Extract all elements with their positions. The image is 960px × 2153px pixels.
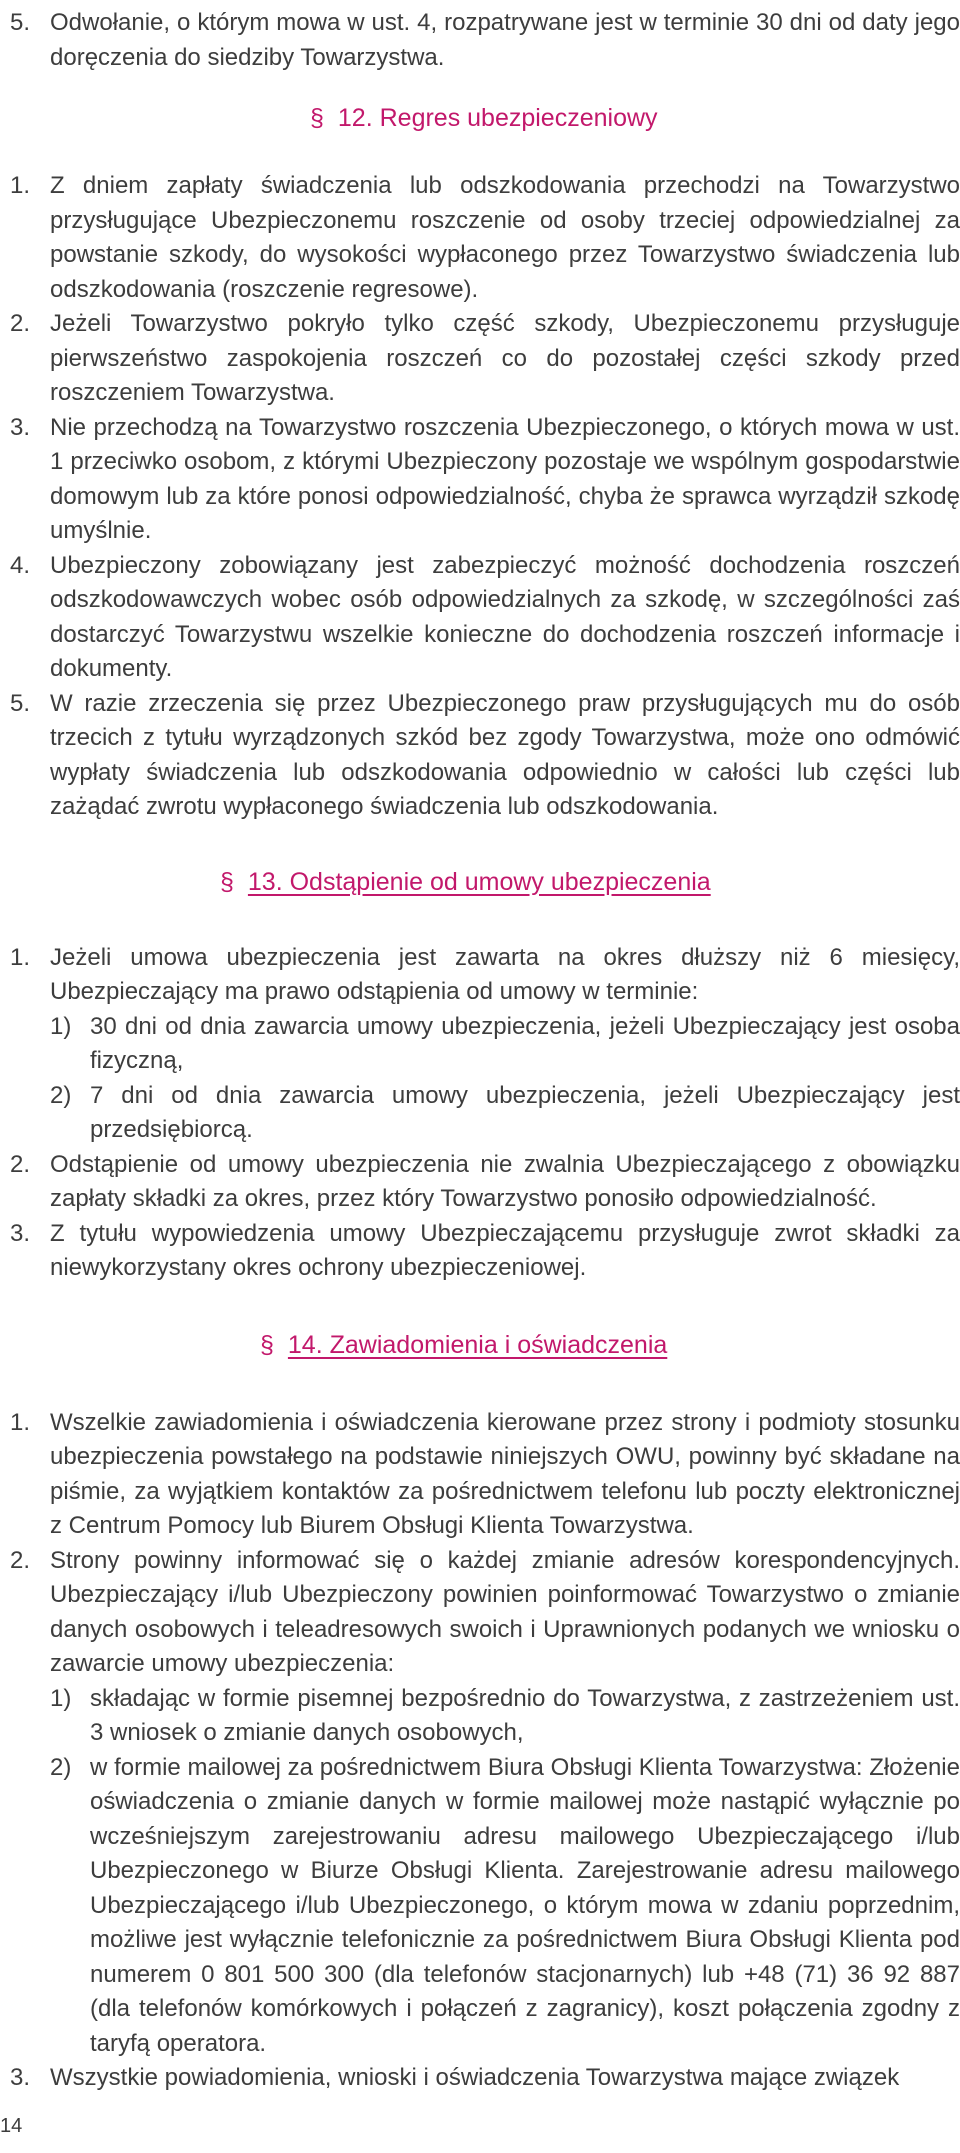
item-text: Strony powinny informować się o każdej zmianie adresów korespondencyjnych. Ubezpieczający i/lub Ubezpieczony powinien poinformować Towarzystwo o zmianie danych osobowych i teleadresowych swoich i Uprawnionych podanych we wniosku o zawarcie umowy ubezpieczenia: xyxy=(50,1546,960,1677)
section-symbol: § xyxy=(220,867,234,896)
sub-item-number: 1) xyxy=(50,1012,72,1040)
item-text: Nie przechodzą na Towarzystwo roszczenia Ubezpieczonego, o których mowa w ust. 1 przeciwko osobom, z którymi Ubezpieczony pozostaje we wspólnym gospodarstwie domowym lub za które ponosi odpowiedzialność, chyba że sprawca wyrządził szkodę umyślnie. xyxy=(50,413,960,544)
document-body xyxy=(10,6,960,2096)
sub-item-text: 7 dni od dnia zawarcia umowy ubezpieczenia, jeżeli Ubezpieczający jest przedsiębiorcą. xyxy=(90,1081,960,1143)
item-text: Wszelkie zawiadomienia i oświadczenia kierowane przez strony i podmioty stosunku ubezpieczenia powstałego na podstawie niniejszych OWU, powinny być składane na piśmie, za wyjątkiem kontaktów za pośrednictwem telefonu lub poczty elektronicznej z Centrum Pomocy lub Biurem Obsługi Klienta Towarzystwa. xyxy=(50,1408,960,1539)
list-item xyxy=(10,6,960,75)
list-item xyxy=(10,1406,960,1544)
item-number: 4. xyxy=(10,551,31,579)
item-number: 5. xyxy=(10,689,31,717)
list-item xyxy=(10,2061,960,2096)
item-number: 1. xyxy=(10,1408,31,1436)
item-number: 1. xyxy=(10,943,31,971)
item-content xyxy=(50,941,960,1148)
section-heading-12 xyxy=(10,101,960,135)
item-number: 3. xyxy=(10,413,31,441)
item-text: Z tytułu wypowiedzenia umowy Ubezpieczającemu przysługuje zwrot składki za niewykorzystany okres ochrony ubezpieczeniowej. xyxy=(50,1219,960,1281)
item-number: 2. xyxy=(10,1546,31,1574)
list-item xyxy=(10,1544,960,2062)
list-item xyxy=(10,1217,960,1286)
list-item xyxy=(10,411,960,549)
item-number: 3. xyxy=(10,1219,31,1247)
item-text: Wszystkie powiadomienia, wnioski i oświadczenia Towarzystwa mające związek xyxy=(50,2064,900,2091)
list-item xyxy=(10,1148,960,1217)
section-heading-14 xyxy=(10,1328,960,1362)
sub-item-text: 30 dni od dnia zawarcia umowy ubezpieczenia, jeżeli Ubezpieczający jest osoba fizyczną, xyxy=(90,1012,960,1074)
list-item xyxy=(10,169,960,307)
item-text: Ubezpieczony zobowiązany jest zabezpieczyć możność dochodzenia roszczeń odszkodowawczych wobec osób odpowiedzialnych za szkodę, w szczególności zaś dostarczyć Towarzystwu wszelkie konieczne do dochodzenia roszczeń informacje i dokumenty. xyxy=(50,551,960,682)
sub-list-item xyxy=(50,1751,960,2062)
section-title: 14. Zawiadomienia i oświadczenia xyxy=(287,1330,668,1359)
sub-item-number: 2) xyxy=(50,1081,72,1109)
section-symbol: § xyxy=(260,1330,274,1359)
sub-list-item xyxy=(50,1682,960,1751)
sub-list-item xyxy=(50,1079,960,1148)
item-number: 5. xyxy=(10,9,31,36)
item-text: Jeżeli Towarzystwo pokryło tylko część szkody, Ubezpieczonemu przysługuje pierwszeństwo zaspokojenia roszczeń co do pozostałej części szkody przed roszczeniem Towarzystwa. xyxy=(50,310,960,406)
sub-item-number: 2) xyxy=(50,1753,72,1781)
section-heading-13 xyxy=(10,865,960,899)
item-text: Jeżeli umowa ubezpieczenia jest zawarta na okres dłuższy niż 6 miesięcy, Ubezpieczający ma prawo odstąpienia od umowy w terminie: xyxy=(50,943,960,1005)
sub-item-text: w formie mailowej za pośrednictwem Biura Obsługi Klienta Towarzystwa: Złożenie oświadczenia o zmianie danych w formie mailowej może nastąpić wyłącznie po wcześniejszym zarejestrowaniu adresu mailowego Ubezpieczającego i/lub Ubezpieczonego w Biurze Obsługi Klienta. Zarejestrowanie adresu mailowego Ubezpieczającego i/lub Ubezpieczonego, o którym mowa w zdaniu poprzednim, możliwe jest wyłącznie telefonicznie za pośrednictwem Biura Obsługi Klienta pod numerem 0 801 500 300 (dla telefonów stacjonarnych) lub +48 (71) 36 92 887 (dla telefonów komórkowych i połączeń z zagranicy), koszt połączenia zgodny z taryfą operatora. xyxy=(90,1753,960,2057)
section-title: 12. Regres ubezpieczeniowy xyxy=(337,104,658,132)
item-text: W razie zrzeczenia się przez Ubezpieczonego praw przysługujących mu do osób trzecich z tytułu wyrządzonych szkód bez zgody Towarzystwa, może ono odmówić wypłaty świadczenia lub odszkodowania odpowiednio w całości lub części lub zażądać zwrotu wypłaconego świadczenia lub odszkodowania. xyxy=(50,689,960,820)
section-title: 13. Odstąpienie od umowy ubezpieczenia xyxy=(247,867,711,896)
list-item xyxy=(10,307,960,411)
item-text: Odwołanie, o którym mowa w ust. 4, rozpatrywane jest w terminie 30 dni od daty jego doręczenia do siedziby Towarzystwa. xyxy=(50,9,960,71)
item-number: 2. xyxy=(10,310,31,337)
item-text: Odstąpienie od umowy ubezpieczenia nie zwalnia Ubezpieczającego z obowiązku zapłaty składki za okres, przez który Towarzystwo ponosiło odpowiedzialność. xyxy=(50,1150,960,1212)
section-symbol: § xyxy=(310,104,324,132)
page-number: 14 xyxy=(0,2115,23,2137)
list-item xyxy=(10,549,960,687)
item-text: Z dniem zapłaty świadczenia lub odszkodowania przechodzi na Towarzystwo przysługujące Ubezpieczonemu roszczenie od osoby trzeciej odpowiedzialnej za powstanie szkody, do wysokości wypłaconego przez Towarzystwo świadczenia lub odszkodowania (roszczenie regresowe). xyxy=(50,172,960,303)
sub-item-number: 1) xyxy=(50,1684,72,1712)
item-number: 1. xyxy=(10,172,31,199)
item-content xyxy=(50,1544,960,2062)
item-number: 2. xyxy=(10,1150,31,1178)
list-item xyxy=(10,687,960,825)
item-number: 3. xyxy=(10,2064,31,2091)
sub-item-text: składając w formie pisemnej bezpośrednio do Towarzystwa, z zastrzeżeniem ust. 3 wniosek o zmianie danych osobowych, xyxy=(90,1684,960,1746)
sub-list-item xyxy=(50,1010,960,1079)
list-item xyxy=(10,941,960,1148)
